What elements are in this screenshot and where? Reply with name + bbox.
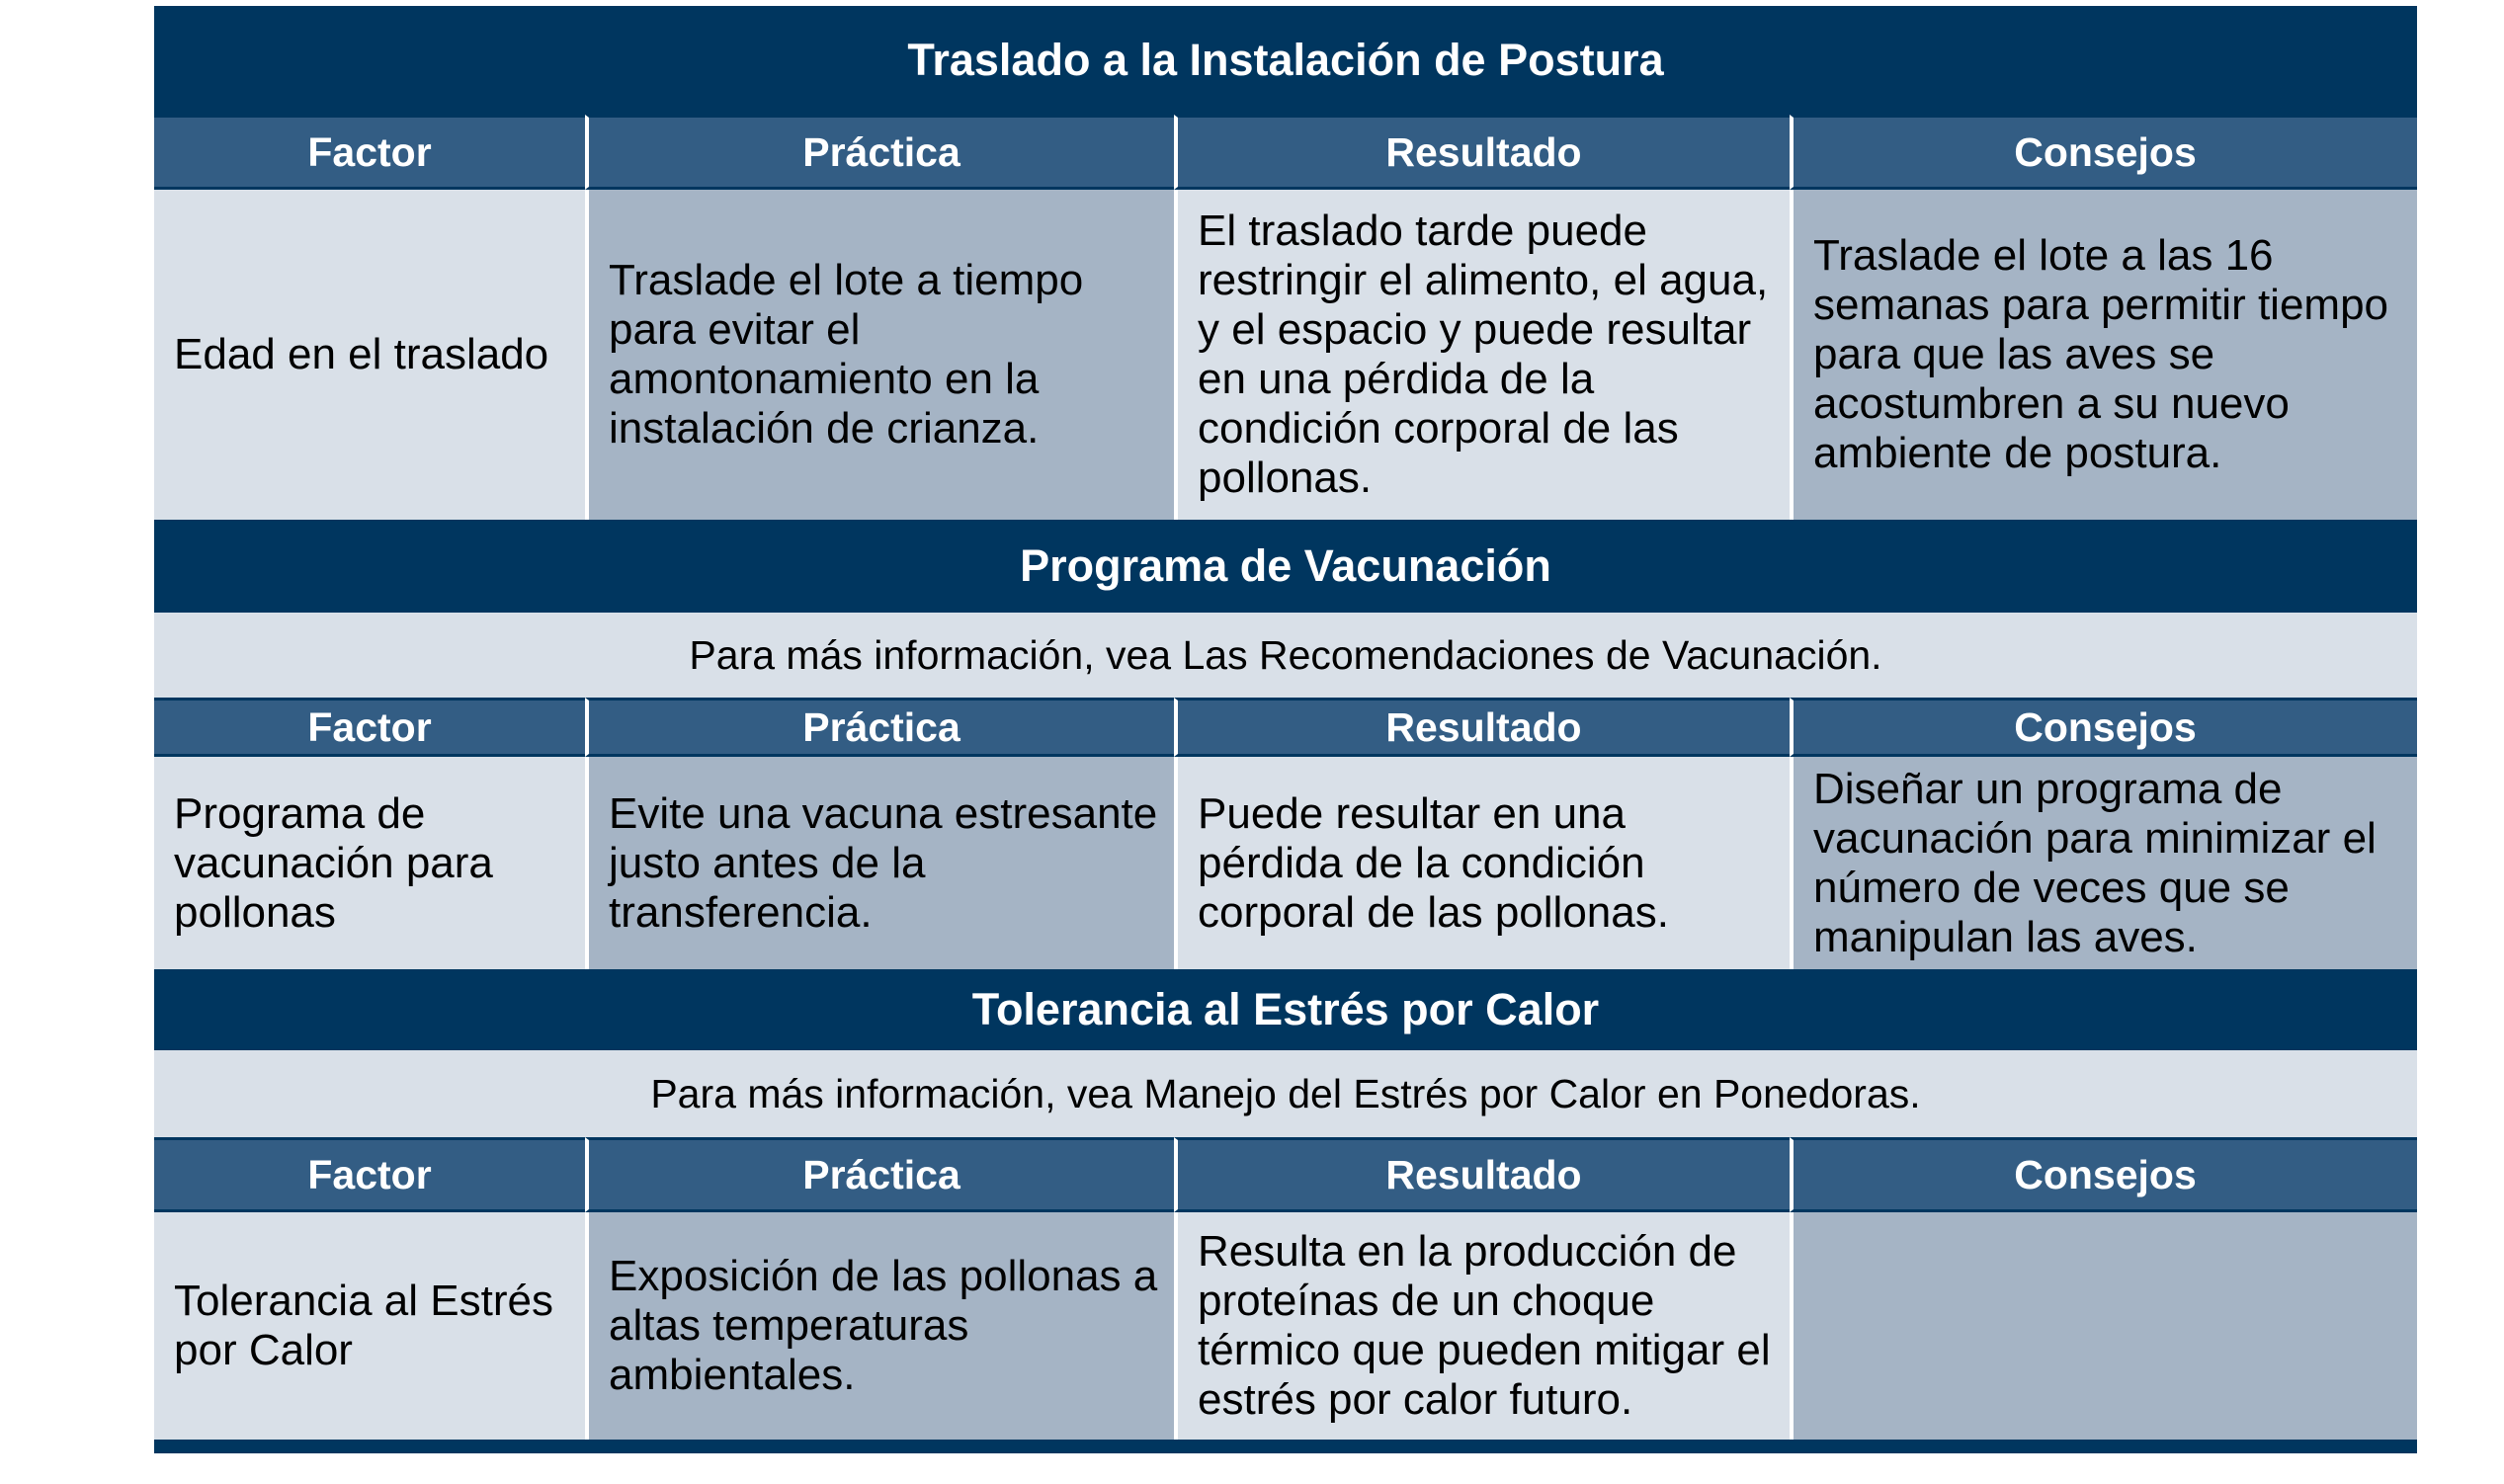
resultado-cell: El traslado tarde puede restringir el alimento, el agua, y el espacio y puede resultar en una pérdida de la condición corporal de las pollonas. (1174, 190, 1790, 520)
header-row (154, 115, 2417, 190)
practica-cell: Traslade el lote a tiempo para evitar el amontonamiento en la instalación de crianza. (585, 190, 1174, 520)
header-practica: Práctica (585, 698, 1174, 757)
factor-cell: Tolerancia al Estrés por Calor (154, 1212, 585, 1440)
section-note-calor: Para más información, vea Manejo del Estrés por Calor en Ponedoras. (154, 1050, 2417, 1137)
section-title-vacunacion: Programa de Vacunación (154, 520, 2417, 613)
header-practica: Práctica (585, 1137, 1174, 1212)
consejos-cell (1790, 1212, 2417, 1440)
header-practica: Práctica (585, 115, 1174, 190)
header-resultado: Resultado (1174, 1137, 1790, 1212)
resultado-cell: Resulta en la producción de proteínas de un choque térmico que pueden mitigar el estrés por calor futuro. (1174, 1212, 1790, 1440)
resultado-cell: Puede resultar en una pérdida de la condición corporal de las pollonas. (1174, 757, 1790, 969)
header-resultado: Resultado (1174, 698, 1790, 757)
header-consejos: Consejos (1790, 115, 2417, 190)
practica-cell: Exposición de las pollonas a altas temperaturas ambientales. (585, 1212, 1174, 1440)
practica-cell: Evite una vacuna estresante justo antes de la transferencia. (585, 757, 1174, 969)
section-title-traslado: Traslado a la Instalación de Postura (154, 6, 2417, 115)
header-row (154, 1137, 2417, 1212)
header-factor: Factor (154, 698, 585, 757)
section-title-calor: Tolerancia al Estrés por Calor (154, 969, 2417, 1050)
consejos-cell: Traslade el lote a las 16 semanas para permitir tiempo para que las aves se acostumbren a su nuevo ambiente de postura. (1790, 190, 2417, 520)
factor-cell: Edad en el traslado (154, 190, 585, 520)
management-table (154, 6, 2417, 1453)
table-row (154, 1212, 2417, 1440)
header-consejos: Consejos (1790, 1137, 2417, 1212)
consejos-cell: Diseñar un programa de vacunación para minimizar el número de veces que se manipulan las aves. (1790, 757, 2417, 969)
table-row (154, 190, 2417, 520)
factor-cell: Programa de vacunación para pollonas (154, 757, 585, 969)
table-bottom-border (154, 1440, 2417, 1453)
header-factor: Factor (154, 115, 585, 190)
header-factor: Factor (154, 1137, 585, 1212)
header-row (154, 698, 2417, 757)
header-consejos: Consejos (1790, 698, 2417, 757)
table-row (154, 757, 2417, 969)
header-resultado: Resultado (1174, 115, 1790, 190)
section-note-vacunacion: Para más información, vea Las Recomendaciones de Vacunación. (154, 613, 2417, 698)
